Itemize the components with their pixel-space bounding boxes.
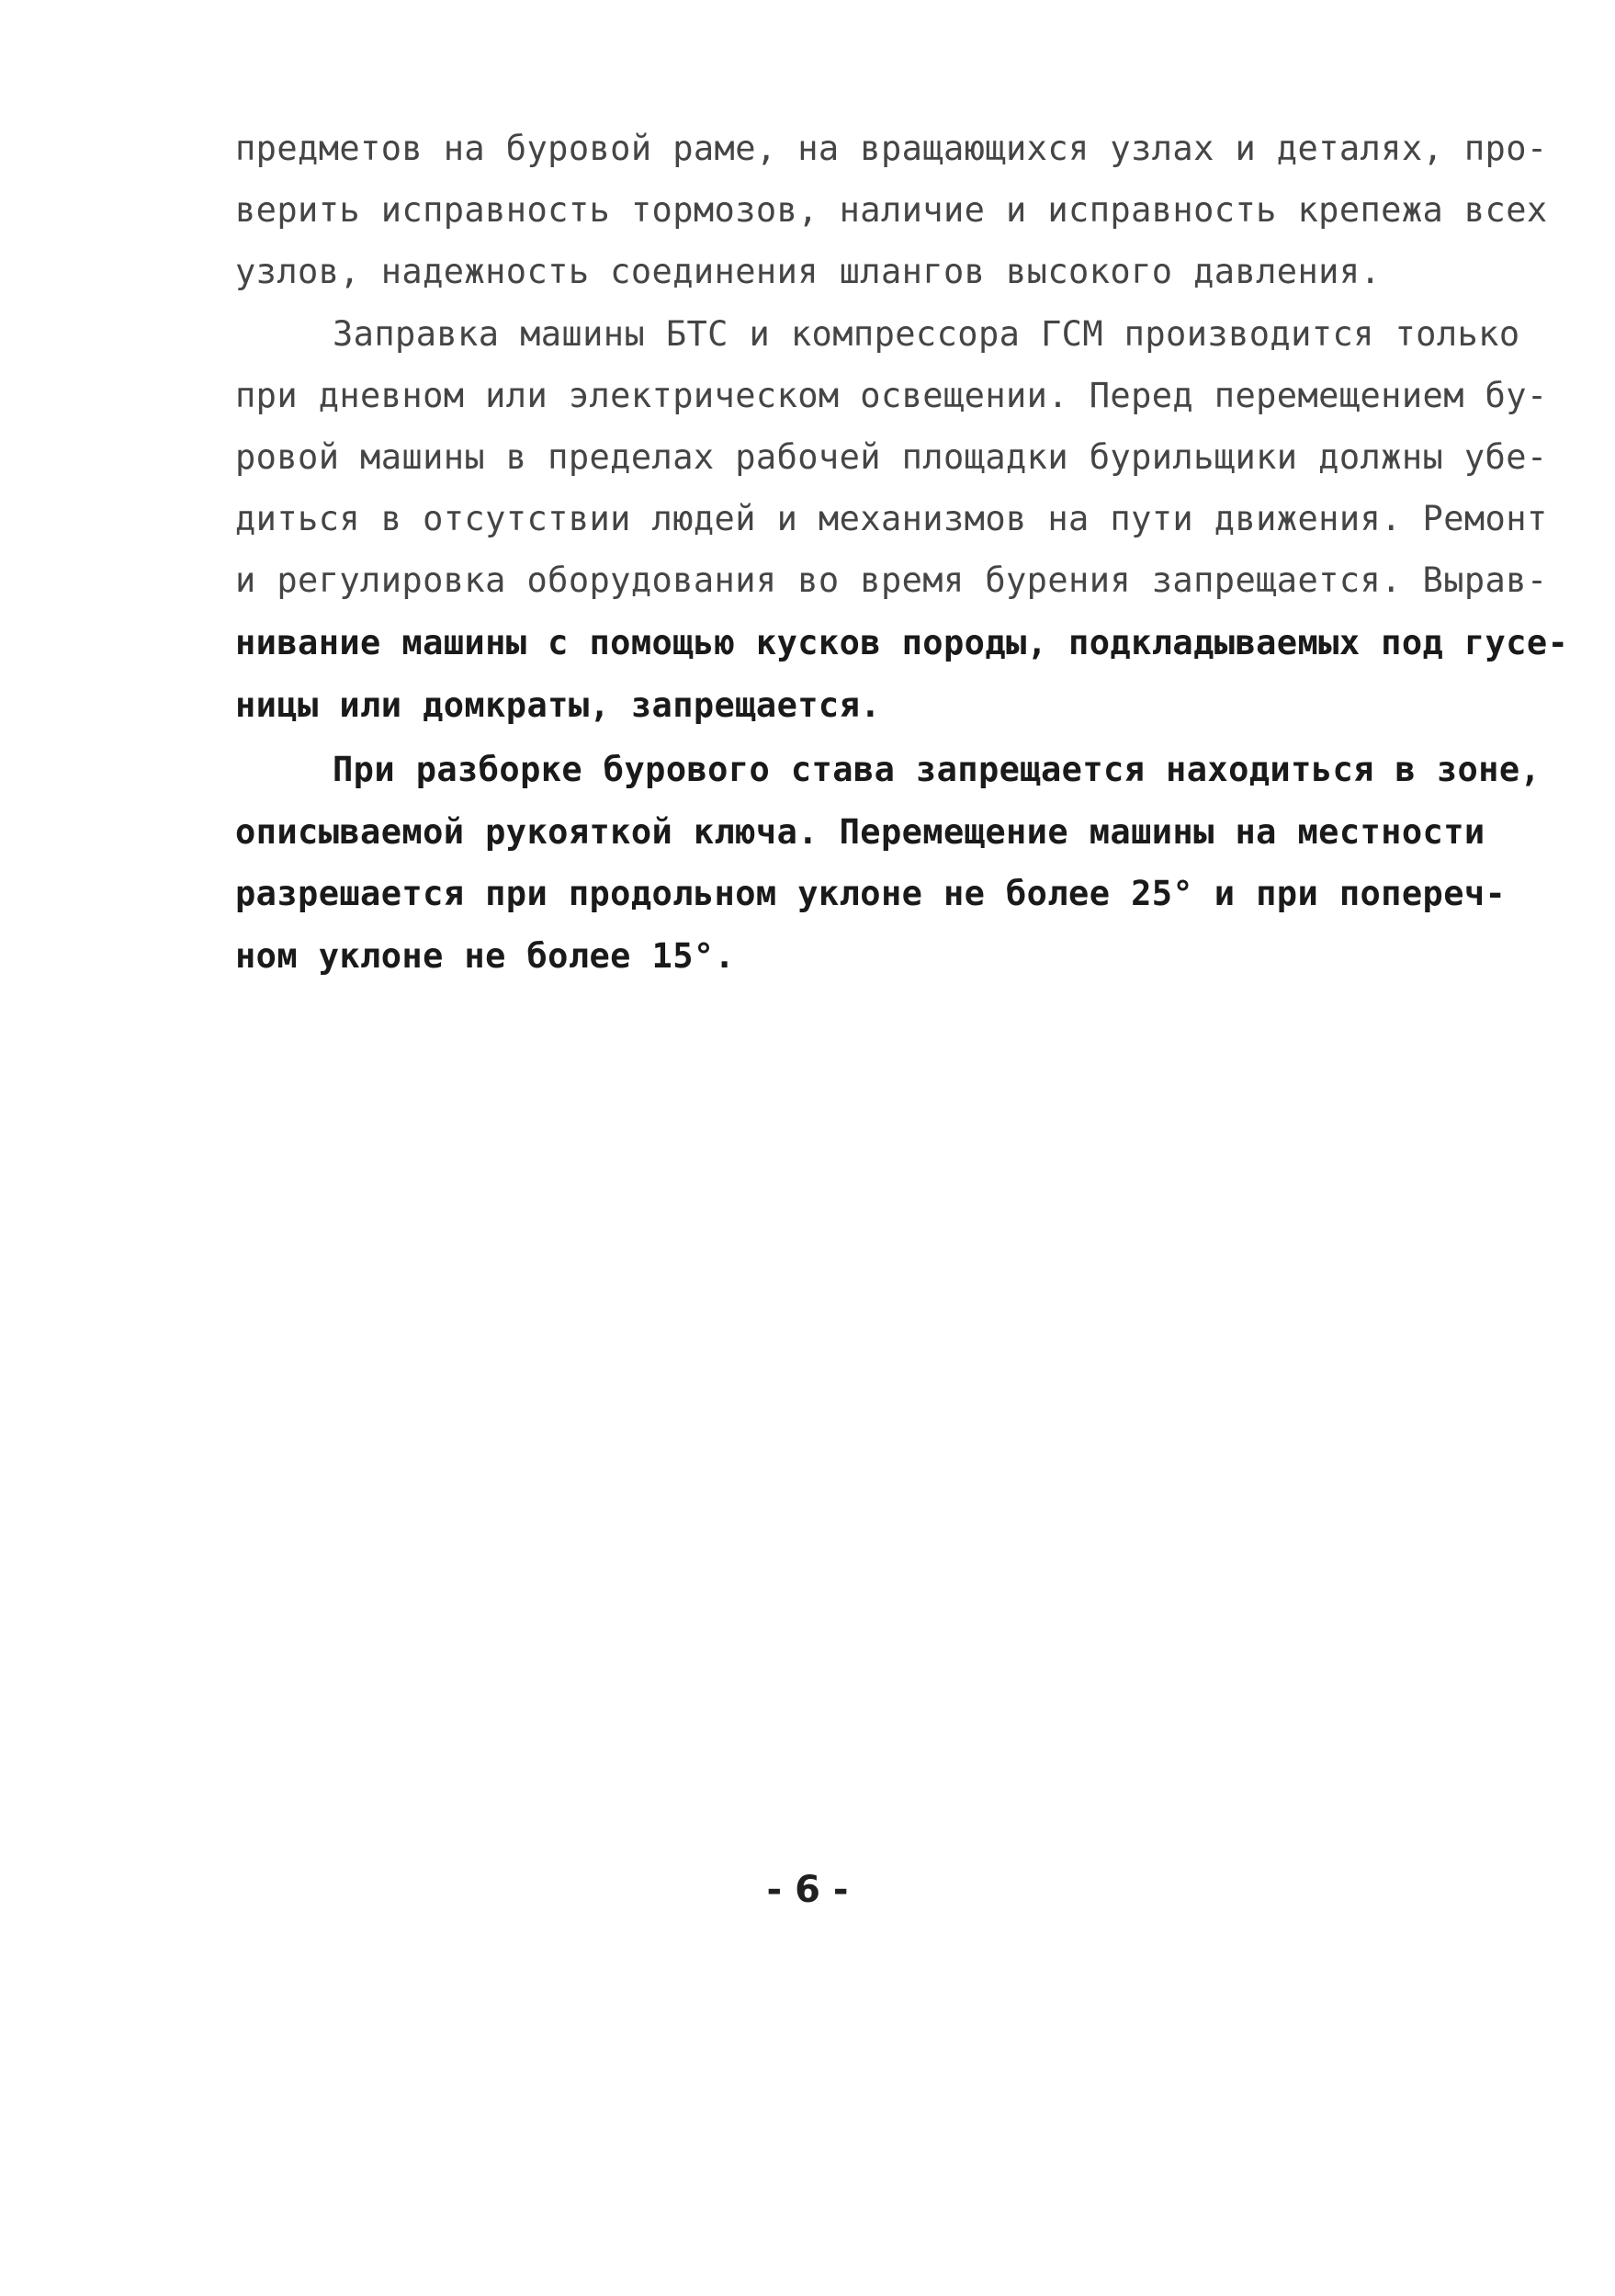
text-line-11: При разборке бурового става запрещается находиться в зоне, — [333, 750, 1542, 789]
text-line-8: и регулировка оборудования во время бурения запрещается. Вырав- — [235, 560, 1548, 600]
text-line-14: ном уклоне не более 15°. — [235, 936, 736, 976]
text-line-9: нивание машины с помощью кусков породы, подкладываемых под гусе- — [235, 623, 1569, 662]
text-line-2: верить исправность тормозов, наличие и исправность крепежа всех — [235, 190, 1548, 230]
text-line-6: ровой машины в пределах рабочей площадки бурильщики должны убе- — [235, 437, 1548, 477]
text-line-10: ницы или домкраты, запрещается. — [235, 685, 881, 725]
text-line-3: узлов, надежность соединения шлангов высокого давления. — [235, 252, 1382, 291]
text-line-12: описываемой рукояткой ключа. Перемещение машины на местности — [235, 812, 1485, 852]
text-line-7: диться в отсутствии людей и механизмов на пути движения. Ремонт — [235, 499, 1548, 538]
text-line-13: разрешается при продольном уклоне не более 25° и при попереч- — [235, 874, 1507, 913]
text-line-4: Заправка машины БТС и компрессора ГСМ производится только — [333, 314, 1520, 354]
text-line-1: предметов на буровой раме, на вращающихся узлах и деталях, про- — [235, 129, 1548, 168]
page-number: - 6 - — [766, 1869, 849, 1911]
text-line-5: при дневном или электрическом освещении. Перед перемещением бу- — [235, 376, 1548, 415]
